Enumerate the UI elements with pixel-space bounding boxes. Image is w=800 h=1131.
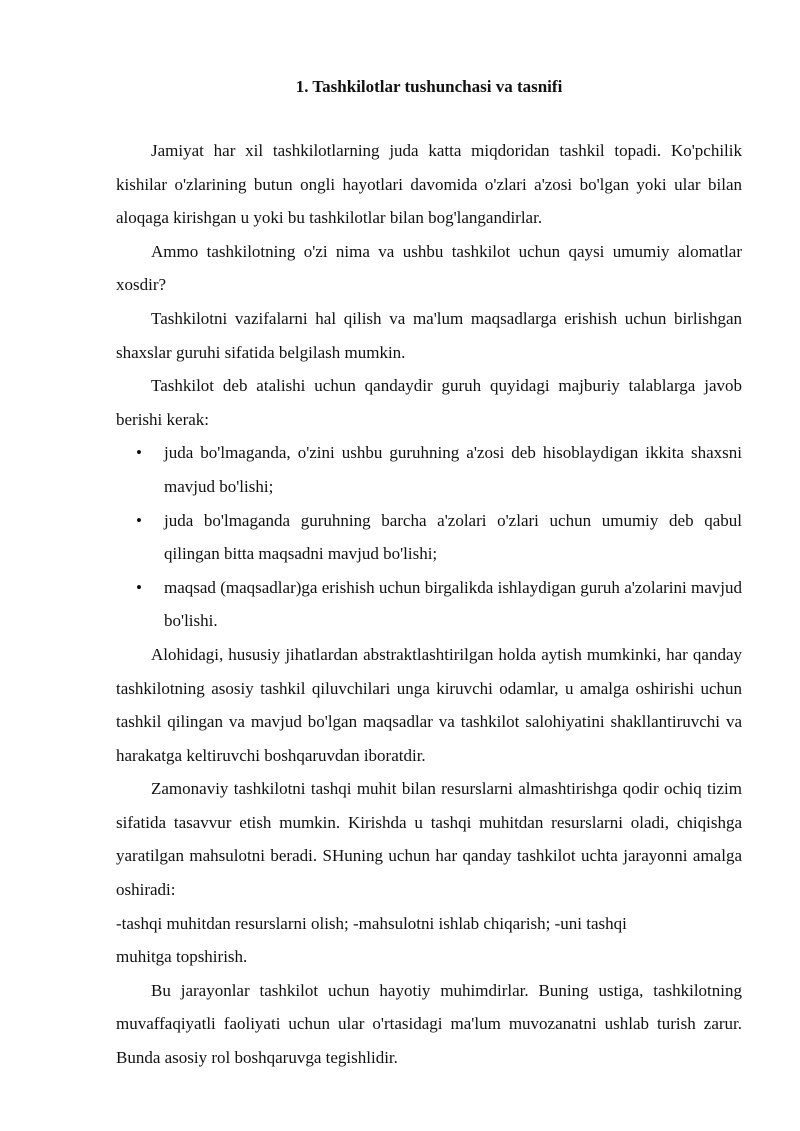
paragraph-7-line-1: -tashqi muhitdan resurslarni olish; -mahsulotni ishlab chiqarish; -uni tashqi [116,913,627,933]
document-body [116,70,742,1075]
list-item [136,571,742,638]
paragraph-8: Bu jarayonlar tashkilot uchun hayotiy muhimdirlar. Buning ustiga, tashkilotning muvaffaqiyatli faoliyati uchun ular o'rtasidagi ma'lum muvozanatni ushlab turish zarur. Bunda asosiy rol boshqaruvga tegishlidir. [116,980,742,1068]
list-item-text: juda bo'lmaganda guruhning barcha a'zolari o'zlari uchun umumiy deb qabul qilingan bitta maqsadni mavjud bo'lishi; [164,510,742,564]
paragraph-4: Tashkilot deb atalishi uchun qandaydir guruh quyidagi majburiy talablarga javob berishi kerak: [116,376,742,429]
paragraph-2: Ammo tashkilotning o'zi nima va ushbu tashkilot uchun qaysi umumiy alomatlar xosdir? [116,241,742,295]
list-item [136,504,742,571]
paragraph-1: Jamiyat har xil tashkilotlarning juda katta miqdoridan tashkil topadi. Ko'pchilik kishilar o'zlarining butun ongli hayotlari davomida o'zlari a'zosi bo'lgan yoki ular bilan aloqaga kirishgan u yoki bu tashkilotlar bilan bog'langandirlar. [116,141,742,228]
paragraph-3: Tashkilotni vazifalarni hal qilish va ma'lum maqsadlarga erishish uchun birlishgan shaxslar guruhi sifatida belgilash mumkin. [116,308,742,362]
paragraph-7-line-2: muhitga topshirish. [116,947,248,967]
bullet-icon: • [136,577,142,597]
list-item [136,436,742,503]
bullet-icon: • [136,443,142,463]
paragraph-6: Zamonaviy tashkilotni tashqi muhit bilan resurslarni almashtirishga qodir ochiq tizim sifatida tasavvur etish mumkin. Kirishda u tashqi muhitdan resurslarni oladi, chiqishga yaratilgan mahsulotni beradi. SHuning uchun har qanday tashkilot uchta jarayonni amalga oshiradi: [116,779,742,900]
list-item-text: maqsad (maqsadlar)ga erishish uchun birgalikda ishlaydigan guruh a'zolarini mavjud bo'lishi. [164,577,742,631]
page-title: 1. Tashkilotlar tushunchasi va tasnifi [295,77,563,96]
requirements-list [116,436,742,638]
paragraph-5: Alohidagi, hususiy jihatlardan abstraktlashtirilgan holda aytish mumkinki, har qanday tashkilotning asosiy tashkil qiluvchilari unga kiruvchi odamlar, u amalga oshirishi uchun tashkil qilingan va mavjud bo'lgan maqsadlar va tashkilot salohiyatini shakllantiruvchi va harakatga keltiruvchi boshqaruvdan iboratdir. [116,644,742,765]
list-item-text: juda bo'lmaganda, o'zini ushbu guruhning a'zosi deb hisoblaydigan ikkita shaxsni mavjud bo'lishi; [164,443,742,496]
bullet-icon: • [136,510,142,530]
